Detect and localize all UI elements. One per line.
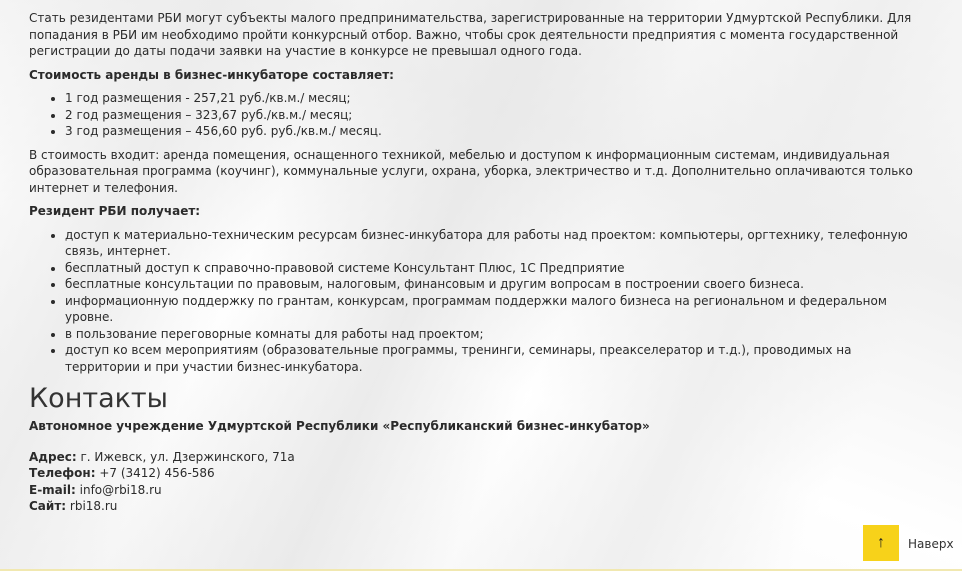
list-item: • доступ к материально-техническим ресурсам бизнес-инкубатора для работы над проектом: компьютеры, оргтехнику, телефонную связь, интернет. — [65, 227, 929, 260]
phone-label: Телефон: — [29, 466, 96, 480]
site-link[interactable]: rbi18.ru — [66, 499, 118, 513]
list-item: • 3 год размещения – 456,60 руб. руб./кв.м./ месяц. — [65, 123, 929, 140]
list-item: • доступ ко всем мероприятиям (образовательные программы, тренинги, семинары, преакселератор и т.д.), проводимых на территории и при участии бизнес-инкубатора. — [65, 342, 929, 375]
email-label: E-mail: — [29, 482, 76, 497]
list-item: • бесплатные консультации по правовым, налоговым, финансовым и другим вопросам в построении своего бизнеса. — [65, 276, 929, 293]
resident-heading: Резидент РБИ получает: — [29, 204, 201, 218]
address-label: Адрес: — [29, 449, 77, 464]
rent-list — [29, 90, 929, 140]
list-item: • информационную поддержку по грантам, конкурсам, программам поддержки малого бизнеса на региональном и федеральном уровне. — [65, 293, 929, 326]
list-item: • в пользование переговорные комнаты для работы над проектом; — [65, 326, 929, 343]
list-item: • бесплатный доступ к справочно-правовой системе Консультант Плюс, 1С Предприятие — [65, 260, 929, 277]
scroll-to-top-label[interactable]: Наверх — [908, 537, 954, 551]
intro-paragraph: Стать резидентами РБИ могут субъекты малого предпринимательства, зарегистрированные на территории Удмуртской Республики. Для попадания в РБИ им необходимо пройти конкурсный отбор. Важно, чтобы срок деятельности предприятия с момента государственной регистрации до даты подачи заявки на участие в конкурсе не превышал одного года. — [29, 11, 912, 58]
rent-included-paragraph: В стоимость входит: аренда помещения, оснащенного техникой, мебелью и доступом к информационным системам, индивидуальная образовательная программа (коучинг), коммунальные услуги, охрана, уборка, электричество и т.д. Дополнительно оплачиваются только интернет и телефония. — [29, 147, 913, 195]
address-value: г. Ижевск, ул. Дзержинского, 71а — [76, 449, 295, 464]
phone-value[interactable]: +7 (3412) 456-586 — [95, 466, 215, 480]
main-content — [29, 10, 929, 515]
address-line — [29, 449, 929, 466]
site-line — [29, 498, 929, 515]
scroll-to-top-button[interactable] — [863, 525, 899, 561]
email-link[interactable]: info@rbi18.ru — [75, 482, 162, 497]
arrow-up-icon: ↑ — [877, 534, 885, 551]
contacts-title: Контакты — [29, 383, 168, 414]
site-label: Сайт: — [29, 499, 67, 513]
organization-name: Автономное учреждение Удмуртской Республики «Республиканский бизнес-инкубатор» — [29, 419, 650, 433]
list-item: • 1 год размещения - 257,21 руб./кв.м./ месяц; — [65, 90, 929, 107]
phone-line — [29, 465, 929, 482]
rent-heading: Стоимость аренды в бизнес-инкубаторе составляет: — [29, 67, 394, 82]
resident-benefits-list — [29, 227, 929, 376]
list-item: • 2 год размещения – 323,67 руб./кв.м./ месяц; — [65, 107, 929, 124]
email-line — [29, 482, 929, 499]
